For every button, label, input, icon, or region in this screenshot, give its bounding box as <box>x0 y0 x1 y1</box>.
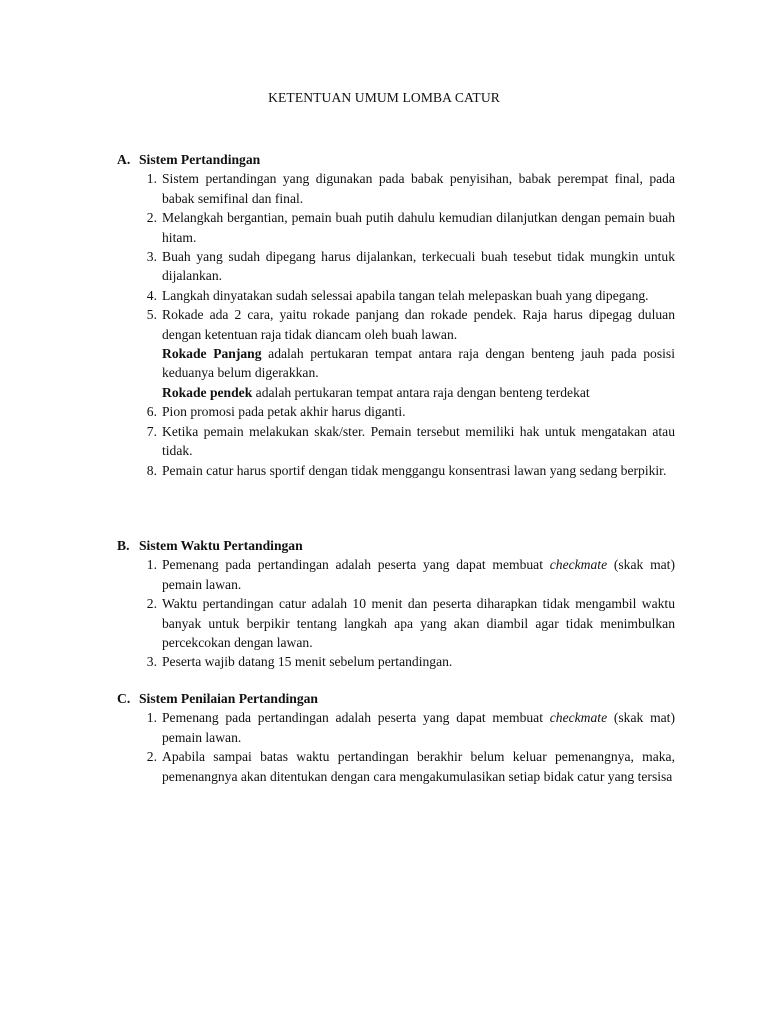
list-item <box>117 461 675 480</box>
item-number: 2. <box>146 210 157 226</box>
item-text: Waktu pertandingan catur adalah 10 menit dan peserta diharapkan tidak mengambil waktu banyak untuk berpikir tentang langkah apa yang akan diambil agar tidak menimbulkan percekcokan dengan lawan. <box>162 596 675 651</box>
list-item <box>117 402 675 421</box>
section-title: Sistem Penilaian Pertandingan <box>139 691 318 706</box>
list-item <box>117 652 675 671</box>
item-list <box>117 555 675 671</box>
text-segment: Pemenang pada pertandingan adalah peserta yang dapat membuat <box>162 710 550 726</box>
section-heading <box>117 689 675 708</box>
section-title: Sistem Waktu Pertandingan <box>139 538 303 553</box>
text-segment: Pemenang pada pertandingan adalah peserta yang dapat membuat <box>162 557 550 573</box>
item-text: Buah yang sudah dipegang harus dijalankan, terkecuali buah tesebut tidak mungkin untuk dijalankan. <box>162 249 675 284</box>
list-item <box>117 247 675 286</box>
rokade-pendek-definition <box>162 383 675 402</box>
item-number: 4. <box>146 287 157 303</box>
section-letter: B. <box>117 538 130 553</box>
item-number: 8. <box>146 462 157 478</box>
item-list <box>117 169 675 480</box>
list-item <box>117 286 675 305</box>
item-number: 2. <box>146 749 157 765</box>
section-letter: A. <box>117 152 131 167</box>
list-item <box>117 169 675 208</box>
rokade-panjang-definition <box>162 344 675 383</box>
text-segment: (skak mat) pemain lawan. <box>162 557 675 592</box>
section-sistem-pertandingan <box>117 150 675 480</box>
list-item <box>117 555 675 594</box>
item-number: 1. <box>146 710 157 726</box>
item-text <box>162 708 675 747</box>
item-text: Peserta wajib datang 15 menit sebelum pertandingan. <box>162 654 453 670</box>
item-number: 5. <box>146 307 157 323</box>
item-list <box>117 708 675 786</box>
definition-text: adalah pertukaran tempat antara raja dengan benteng terdekat <box>252 384 590 400</box>
item-number: 1. <box>146 171 157 187</box>
item-text: Apabila sampai batas waktu pertandingan berakhir belum keluar pemenangnya, maka, pemenangnya akan ditentukan dengan cara mengakumulasikan setiap bidak catur yang tersisa <box>162 749 675 784</box>
item-number: 2. <box>146 596 157 612</box>
item-number: 1. <box>146 557 157 573</box>
section-title: Sistem Pertandingan <box>139 152 261 167</box>
list-item <box>117 305 675 402</box>
section-sistem-waktu-pertandingan <box>117 536 675 672</box>
section-sistem-penilaian-pertandingan <box>117 689 675 786</box>
item-text: Pemain catur harus sportif dengan tidak menggangu konsentrasi lawan yang sedang berpikir. <box>162 462 667 478</box>
document-title: KETENTUAN UMUM LOMBA CATUR <box>268 90 500 105</box>
list-item <box>117 708 675 747</box>
italic-term: checkmate <box>549 710 608 726</box>
item-text <box>162 555 675 594</box>
section-heading <box>117 150 675 169</box>
item-number: 7. <box>146 423 157 439</box>
item-text: Sistem pertandingan yang digunakan pada babak penyisihan, babak perempat final, pada babak semifinal dan final. <box>162 171 675 206</box>
item-text: Melangkah bergantian, pemain buah putih dahulu kemudian dilanjutkan dengan pemain buah hitam. <box>162 210 675 245</box>
list-item <box>117 208 675 247</box>
text-segment: (skak mat) pemain lawan. <box>162 710 675 745</box>
list-item <box>117 594 675 652</box>
italic-term: checkmate <box>549 557 608 573</box>
term-bold: Rokade pendek <box>162 384 253 400</box>
item-number: 3. <box>146 249 157 265</box>
item-number: 6. <box>146 404 157 420</box>
item-number: 3. <box>146 654 157 670</box>
item-text: Langkah dinyatakan sudah selessai apabila tangan telah melepaskan buah yang dipegang. <box>162 287 649 303</box>
section-letter: C. <box>117 691 131 706</box>
definition-text: adalah pertukaran tempat antara raja dengan benteng jauh pada posisi keduanya belum digerakkan. <box>162 346 675 381</box>
list-item <box>117 747 675 786</box>
item-body <box>162 305 675 402</box>
section-heading <box>117 536 675 555</box>
term-bold: Rokade Panjang <box>162 346 262 362</box>
item-text: Ketika pemain melakukan skak/ster. Pemain tersebut memiliki hak untuk mengatakan atau tidak. <box>162 423 675 459</box>
item-text: Rokade ada 2 cara, yaitu rokade panjang dan rokade pendek. Raja harus dipegag duluan dengan ketentuan raja tidak diancam oleh buah lawan. <box>162 307 675 342</box>
list-item <box>117 422 675 461</box>
item-text: Pion promosi pada petak akhir harus diganti. <box>162 404 406 420</box>
